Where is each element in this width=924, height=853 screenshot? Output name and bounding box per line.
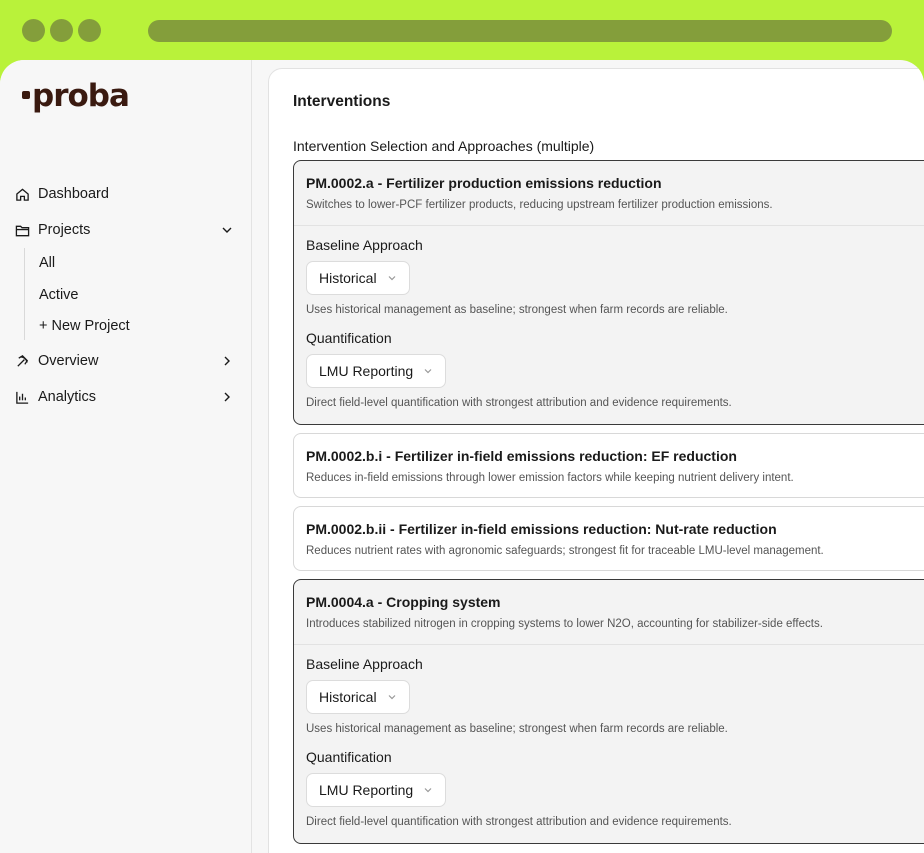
baseline-select-value: Historical (319, 270, 377, 286)
intervention-card-pm0002bi[interactable] (293, 433, 924, 498)
sidebar-item-label: Dashboard (38, 186, 109, 202)
chevron-down-icon (423, 366, 433, 376)
divider (294, 644, 924, 645)
divider (294, 225, 924, 226)
app-window (0, 60, 924, 853)
baseline-select[interactable] (306, 261, 410, 295)
sidebar-subitem-all[interactable]: All (39, 255, 56, 271)
card-description: Introduces stabilized nitrogen in cropping systems to lower N2O, accounting for stabilizer-side effects. (306, 618, 823, 630)
sidebar-item-overview[interactable] (15, 349, 98, 373)
window-close-dot[interactable] (22, 19, 45, 42)
quantification-label: Quantification (306, 330, 392, 346)
card-title: PM.0002.b.i - Fertilizer in-field emissions reduction: EF reduction (306, 448, 737, 464)
interventions-panel (268, 68, 924, 853)
baseline-select-value: Historical (319, 689, 377, 705)
chevron-down-icon (387, 273, 397, 283)
card-title: PM.0004.a - Cropping system (306, 594, 501, 610)
sidebar-subitem-active[interactable]: Active (39, 287, 79, 303)
quantification-select[interactable] (306, 354, 446, 388)
window-minimize-dot[interactable] (50, 19, 73, 42)
baseline-label: Baseline Approach (306, 656, 423, 672)
quantification-hint: Direct field-level quantification with strongest attribution and evidence requirements. (306, 397, 732, 409)
intervention-card-pm0002a[interactable] (293, 160, 924, 425)
projects-subtree-line (24, 248, 25, 340)
address-bar[interactable] (148, 20, 892, 42)
baseline-hint: Uses historical management as baseline; strongest when farm records are reliable. (306, 304, 728, 316)
sidebar-item-analytics[interactable] (15, 385, 96, 409)
card-title: PM.0002.a - Fertilizer production emissions reduction (306, 175, 662, 191)
bar-chart-icon (15, 390, 30, 405)
card-description: Switches to lower-PCF fertilizer products, reducing upstream fertilizer production emissions. (306, 199, 773, 211)
quantification-select-value: LMU Reporting (319, 363, 414, 379)
card-title: PM.0002.b.ii - Fertilizer in-field emissions reduction: Nut-rate reduction (306, 521, 777, 537)
sidebar-item-projects[interactable] (15, 218, 90, 242)
sidebar-item-label: Projects (38, 222, 91, 238)
card-description: Reduces in-field emissions through lower emission factors while keeping nutrient delivery intent. (306, 472, 794, 484)
chevron-down-icon (387, 692, 397, 702)
quantification-hint: Direct field-level quantification with strongest attribution and evidence requirements. (306, 816, 732, 828)
baseline-label: Baseline Approach (306, 237, 423, 253)
selection-label: Intervention Selection and Approaches (multiple) (293, 138, 595, 154)
intervention-card-pm0002bii[interactable] (293, 506, 924, 571)
intervention-card-pm0004a[interactable] (293, 579, 924, 844)
baseline-select[interactable] (306, 680, 410, 714)
quantification-label: Quantification (306, 749, 392, 765)
logo-mark (22, 91, 30, 99)
chevron-down-icon (423, 785, 433, 795)
chevron-right-icon[interactable] (220, 390, 234, 404)
sidebar-subitem-new-project[interactable]: + New Project (39, 318, 130, 334)
home-icon (15, 187, 30, 202)
window-maximize-dot[interactable] (78, 19, 101, 42)
baseline-hint: Uses historical management as baseline; strongest when farm records are reliable. (306, 723, 728, 735)
card-description: Reduces nutrient rates with agronomic safeguards; strongest fit for traceable LMU-level management. (306, 545, 824, 557)
quantification-select[interactable] (306, 773, 446, 807)
pickaxe-icon (15, 354, 30, 369)
brand-name: proba (32, 78, 129, 114)
section-title: Interventions (293, 93, 391, 110)
folder-icon (15, 223, 30, 238)
sidebar-item-label: Overview (38, 353, 99, 369)
sidebar-item-dashboard[interactable] (15, 182, 109, 206)
sidebar (0, 60, 252, 853)
quantification-select-value: LMU Reporting (319, 782, 414, 798)
brand-logo[interactable] (22, 78, 129, 114)
chevron-down-icon[interactable] (220, 223, 234, 237)
sidebar-item-label: Analytics (38, 389, 97, 405)
chevron-right-icon[interactable] (220, 354, 234, 368)
browser-chrome (0, 0, 924, 62)
